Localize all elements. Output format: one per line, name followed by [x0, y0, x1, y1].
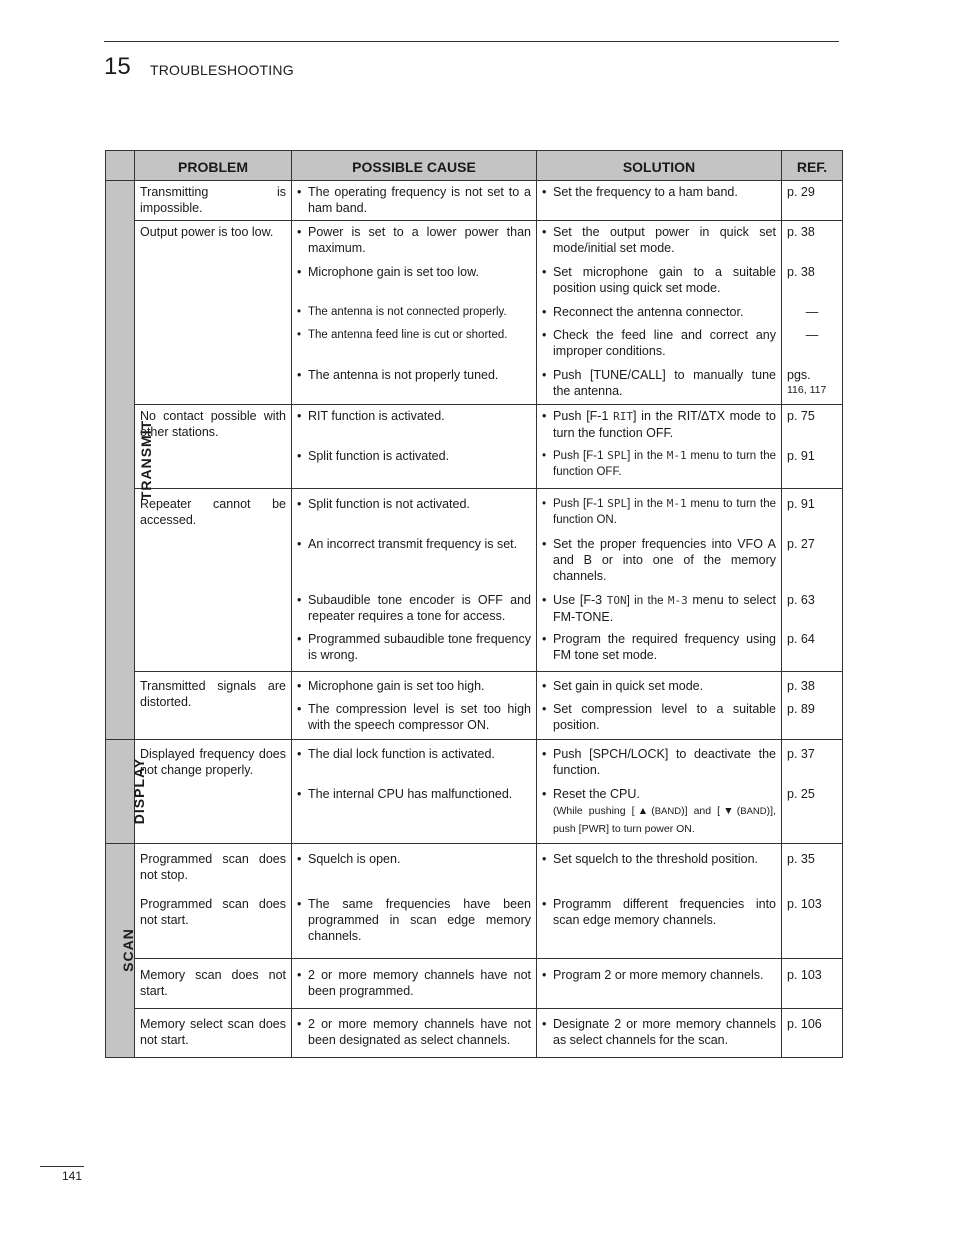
table-row [106, 672, 843, 740]
problem-cell: Transmitted signals are distorted. [135, 672, 292, 740]
cause-item: • The same frequencies have been programmed in scan edge memory channels. [297, 896, 531, 944]
ref-value: p. 38 [787, 265, 815, 279]
solution-item: • Set squelch to the threshold position. [542, 851, 776, 867]
footer-rule [40, 1166, 84, 1167]
solution-item: • Set microphone gain to a suitable position using quick set mode. [542, 264, 776, 304]
cause-item: • Split function is not activated. [297, 496, 531, 536]
header-problem: PROBLEM [135, 151, 292, 181]
cause-item: • The compression level is set too high with the speech compressor ON. [297, 701, 531, 733]
cause-cell [292, 181, 537, 221]
reset-note: (While pushing [▲(BAND)] and [▼(BAND)], push [PWR] to turn power ON. [553, 805, 776, 835]
ref-value: p. 91 [787, 449, 815, 463]
solution-cell [537, 1009, 782, 1058]
ref-cell [782, 959, 843, 1009]
ref-cell [782, 181, 843, 221]
solution-cell [537, 959, 782, 1009]
ref-value: p. 38 [787, 679, 815, 693]
ref-value: p. 63 [787, 593, 815, 607]
cause-item: • The antenna is not connected properly. [297, 304, 531, 327]
solution-item: • Set compression level to a suitable position. [542, 701, 776, 733]
cause-item: • RIT function is activated. [297, 408, 531, 448]
ref-cell [782, 672, 843, 740]
solution-item: • Push [SPCH/LOCK] to deactivate the function. [542, 746, 776, 786]
solution-item: • Designate 2 or more memory channels as select channels for the scan. [542, 1016, 776, 1048]
section-display: DISPLAY [106, 740, 135, 844]
cause-cell [292, 221, 537, 405]
ref-cell [782, 740, 843, 844]
cause-item: • Split function is activated. [297, 448, 531, 464]
solution-item: • Program 2 or more memory channels. [542, 967, 776, 983]
ref-value: — [805, 328, 819, 342]
problem-cell: Transmitting is impossible. [135, 181, 292, 221]
ref-cell [782, 1009, 843, 1058]
ref-value: pgs. [787, 368, 811, 382]
troubleshooting-table [105, 150, 843, 1058]
solution-item: • Reconnect the antenna connector. [542, 304, 776, 327]
header-solution: SOLUTION [537, 151, 782, 181]
ref-cell [782, 405, 843, 489]
table-row [106, 181, 843, 221]
solution-item: • Push [F-1 RIT] in the RIT/∆TX mode to turn the function OFF. [542, 408, 776, 448]
cause-cell [292, 405, 537, 489]
solution-cell [537, 672, 782, 740]
ref-value: p. 25 [787, 787, 815, 801]
ref-value: p. 75 [787, 409, 815, 423]
page-number: 141 [62, 1169, 83, 1183]
table-row [106, 893, 843, 959]
section-transmit: TRANSMIT [106, 181, 135, 740]
cause-item: • The antenna feed line is cut or shorted. [297, 327, 531, 367]
ref-cell [782, 489, 843, 672]
ref-value: — [805, 305, 819, 319]
solution-item: • Push [F-1 SPL] in the M-1 menu to turn the function OFF. [542, 448, 776, 480]
cause-item: • The operating frequency is not set to a ham band. [297, 184, 531, 216]
ref-value: p. 38 [787, 225, 815, 239]
table-row [106, 489, 843, 672]
cause-cell [292, 844, 537, 893]
solution-cell [537, 893, 782, 959]
section-scan: SCAN [106, 844, 135, 1058]
header-cause: POSSIBLE CAUSE [292, 151, 537, 181]
solution-cell [537, 844, 782, 893]
cause-item: • 2 or more memory channels have not been designated as select channels. [297, 1016, 531, 1048]
solution-item: • Push [TUNE/CALL] to manually tune the antenna. [542, 367, 776, 399]
ref-value: p. 89 [787, 702, 815, 716]
solution-cell [537, 405, 782, 489]
ref-value: p. 64 [787, 632, 815, 646]
ref-value: p. 37 [787, 747, 815, 761]
table-row [106, 959, 843, 1009]
problem-cell: Memory select scan does not start. [135, 1009, 292, 1058]
chapter-number: 15 [104, 53, 131, 80]
cause-item: • Programmed subaudible tone frequency is wrong. [297, 631, 531, 663]
cause-item: • Subaudible tone encoder is OFF and repeater requires a tone for access. [297, 592, 531, 631]
ref-value: p. 103 [787, 896, 822, 911]
cause-item: • The dial lock function is activated. [297, 746, 531, 786]
solution-item: • Set the output power in quick set mode/initial set mode. [542, 224, 776, 264]
problem-cell: Displayed frequency does not change properly. [135, 740, 292, 844]
cause-cell [292, 893, 537, 959]
header-rule [104, 41, 839, 42]
table-header-row [106, 151, 843, 181]
solution-item: • Reset the CPU. (While pushing [▲(BAND)] and [▼(BAND)], push [PWR] to turn power ON. [542, 786, 776, 837]
solution-item: • Set gain in quick set mode. [542, 678, 776, 701]
header-blank [106, 151, 135, 181]
solution-cell [537, 181, 782, 221]
ref-cell [782, 844, 843, 893]
cause-cell [292, 489, 537, 672]
solution-item: • Set the proper frequencies into VFO A and B or into one of the memory channels. [542, 536, 776, 592]
cause-item: • Microphone gain is set too high. [297, 678, 531, 701]
cause-cell [292, 959, 537, 1009]
cause-item: • Microphone gain is set too low. [297, 264, 531, 304]
ref-value: p. 91 [787, 497, 815, 511]
table-row [106, 405, 843, 489]
problem-cell: Memory scan does not start. [135, 959, 292, 1009]
cause-item: • 2 or more memory channels have not been programmed. [297, 967, 531, 999]
cause-cell [292, 672, 537, 740]
problem-cell: Programmed scan does not start. [135, 893, 292, 959]
solution-item: • Check the feed line and correct any improper conditions. [542, 327, 776, 367]
ref-value: p. 27 [787, 537, 815, 551]
cause-cell [292, 1009, 537, 1058]
ref-cell [782, 221, 843, 405]
solution-item: • Programm different frequencies into scan edge memory channels. [542, 896, 776, 928]
ref-cell [782, 893, 843, 959]
solution-cell [537, 740, 782, 844]
cause-item: • Power is set to a lower power than maximum. [297, 224, 531, 264]
solution-item: • Program the required frequency using FM tone set mode. [542, 631, 776, 663]
problem-cell: No contact possible with other stations. [135, 405, 292, 489]
problem-cell: Programmed scan does not stop. [135, 844, 292, 893]
problem-cell: Output power is too low. [135, 221, 292, 405]
ref-value: p. 35 [787, 852, 815, 866]
problem-cell: Repeater cannot be accessed. [135, 489, 292, 672]
solution-item: • Push [F-1 SPL] in the M-1 menu to turn the function ON. [542, 496, 776, 536]
header-ref: REF. [782, 151, 843, 181]
table-row [106, 844, 843, 893]
ref-value: 116, 117 [787, 384, 827, 396]
solution-item: • Use [F-3 TON] in the M-3 menu to select FM-TONE. [542, 592, 776, 631]
chapter-title: TROUBLESHOOTING [150, 62, 294, 78]
solution-item: • Set the frequency to a ham band. [542, 184, 776, 200]
cause-item: • Squelch is open. [297, 851, 531, 867]
cause-item: • The internal CPU has malfunctioned. [297, 786, 531, 802]
table-row [106, 221, 843, 405]
table-row [106, 1009, 843, 1058]
ref-value: p. 106 [787, 1017, 822, 1031]
ref-value: p. 29 [787, 185, 815, 199]
table-row [106, 740, 843, 844]
solution-cell [537, 221, 782, 405]
cause-item: • The antenna is not properly tuned. [297, 367, 531, 383]
ref-value: p. 103 [787, 968, 822, 982]
cause-item: • An incorrect transmit frequency is set. [297, 536, 531, 592]
cause-cell [292, 740, 537, 844]
solution-cell [537, 489, 782, 672]
